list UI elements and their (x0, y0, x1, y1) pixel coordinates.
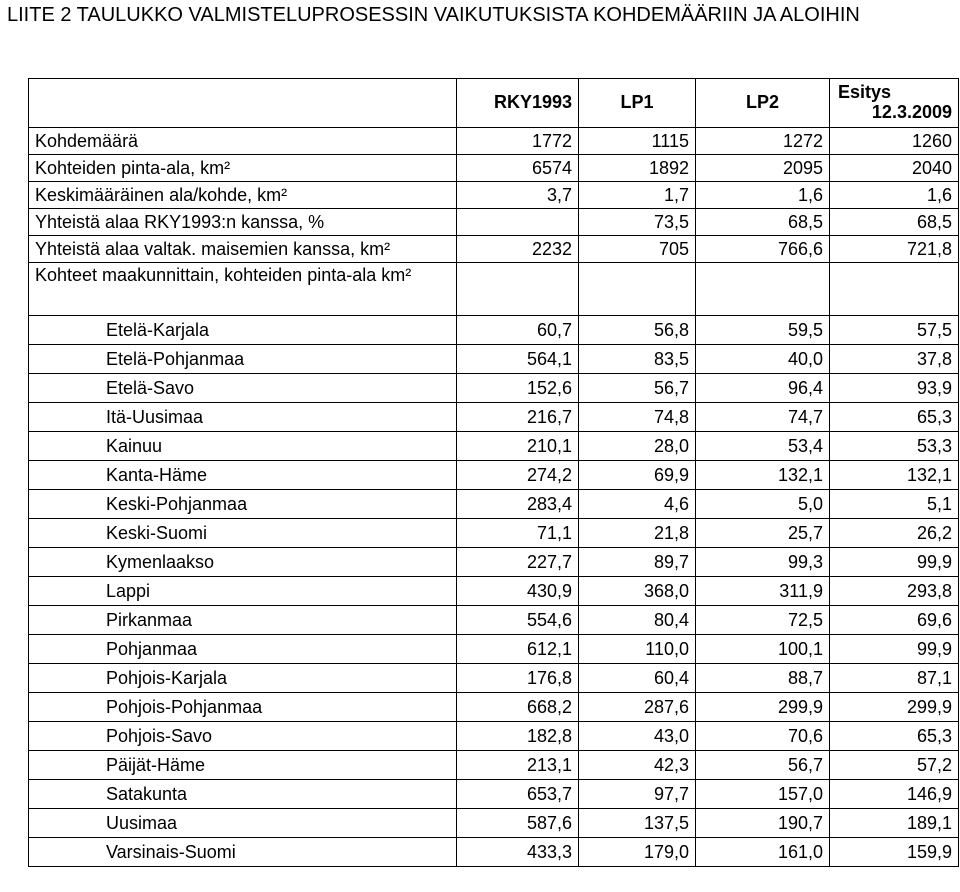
value-cell: 99,9 (830, 548, 959, 577)
value-cell: 71,1 (457, 519, 579, 548)
value-cell: 68,5 (696, 209, 830, 236)
region-row (29, 635, 959, 664)
value-cell: 56,7 (579, 374, 696, 403)
summary-row (29, 209, 959, 236)
region-row (29, 461, 959, 490)
value-cell: 21,8 (579, 519, 696, 548)
value-cell: 152,6 (457, 374, 579, 403)
value-cell: 1115 (579, 128, 696, 155)
region-name: Päijät-Häme (29, 751, 457, 780)
col-header-lp1: LP1 (579, 79, 696, 128)
value-cell: 99,9 (830, 635, 959, 664)
region-name: Keski-Suomi (29, 519, 457, 548)
value-cell: 311,9 (696, 577, 830, 606)
value-cell: 26,2 (830, 519, 959, 548)
value-cell: 6574 (457, 155, 579, 182)
value-cell: 69,6 (830, 606, 959, 635)
region-row (29, 432, 959, 461)
empty-cell (457, 263, 579, 316)
row-label: Yhteistä alaa RKY1993:n kanssa, % (29, 209, 457, 236)
region-row (29, 374, 959, 403)
region-name: Etelä-Karjala (29, 316, 457, 345)
summary-row (29, 155, 959, 182)
value-cell: 87,1 (830, 664, 959, 693)
region-row (29, 751, 959, 780)
region-row (29, 403, 959, 432)
value-cell: 53,3 (830, 432, 959, 461)
value-cell: 25,7 (696, 519, 830, 548)
region-name: Uusimaa (29, 809, 457, 838)
value-cell: 74,7 (696, 403, 830, 432)
value-cell: 60,4 (579, 664, 696, 693)
empty-cell (579, 263, 696, 316)
value-cell: 1,7 (579, 182, 696, 209)
value-cell: 53,4 (696, 432, 830, 461)
value-cell: 132,1 (696, 461, 830, 490)
empty-cell (830, 263, 959, 316)
value-cell: 97,7 (579, 780, 696, 809)
region-name: Itä-Uusimaa (29, 403, 457, 432)
value-cell: 179,0 (579, 838, 696, 867)
region-row (29, 664, 959, 693)
region-row (29, 722, 959, 751)
region-name: Pirkanmaa (29, 606, 457, 635)
comparison-table (28, 78, 959, 867)
value-cell: 69,9 (579, 461, 696, 490)
value-cell: 28,0 (579, 432, 696, 461)
value-cell: 721,8 (830, 236, 959, 263)
region-name: Pohjanmaa (29, 635, 457, 664)
value-cell: 293,8 (830, 577, 959, 606)
value-cell: 83,5 (579, 345, 696, 374)
value-cell: 59,5 (696, 316, 830, 345)
summary-row (29, 128, 959, 155)
page-title: LIITE 2 TAULUKKO VALMISTELUPROSESSIN VAIKUTUKSISTA KOHDEMÄÄRIIN JA ALOIHIN (7, 4, 860, 26)
value-cell: 189,1 (830, 809, 959, 838)
col-header-esitys-line2: 12.3.2009 (871, 102, 952, 122)
value-cell: 56,7 (696, 751, 830, 780)
value-cell: 42,3 (579, 751, 696, 780)
value-cell: 57,2 (830, 751, 959, 780)
region-row (29, 316, 959, 345)
value-cell: 89,7 (579, 548, 696, 577)
col-header-lp2: LP2 (696, 79, 830, 128)
region-name: Pohjois-Karjala (29, 664, 457, 693)
value-cell: 132,1 (830, 461, 959, 490)
region-name: Keski-Pohjanmaa (29, 490, 457, 519)
value-cell: 668,2 (457, 693, 579, 722)
value-cell: 161,0 (696, 838, 830, 867)
region-name: Etelä-Pohjanmaa (29, 345, 457, 374)
value-cell: 1,6 (696, 182, 830, 209)
value-cell: 93,9 (830, 374, 959, 403)
region-name: Pohjois-Pohjanmaa (29, 693, 457, 722)
value-cell: 40,0 (696, 345, 830, 374)
value-cell: 2232 (457, 236, 579, 263)
value-cell: 274,2 (457, 461, 579, 490)
value-cell: 766,6 (696, 236, 830, 263)
value-cell: 3,7 (457, 182, 579, 209)
region-row (29, 693, 959, 722)
value-cell: 299,9 (830, 693, 959, 722)
value-cell: 182,8 (457, 722, 579, 751)
value-cell: 137,5 (579, 809, 696, 838)
value-cell: 60,7 (457, 316, 579, 345)
region-section-label: Kohteet maakunnittain, kohteiden pinta-ala km² (29, 263, 457, 316)
region-name: Etelä-Savo (29, 374, 457, 403)
region-row (29, 606, 959, 635)
region-name: Satakunta (29, 780, 457, 809)
value-cell: 68,5 (830, 209, 959, 236)
value-cell: 96,4 (696, 374, 830, 403)
value-cell: 72,5 (696, 606, 830, 635)
region-row (29, 345, 959, 374)
value-cell: 4,6 (579, 490, 696, 519)
value-cell: 430,9 (457, 577, 579, 606)
value-cell: 1892 (579, 155, 696, 182)
region-name: Pohjois-Savo (29, 722, 457, 751)
value-cell: 74,8 (579, 403, 696, 432)
value-cell: 564,1 (457, 345, 579, 374)
header-empty-cell (29, 79, 457, 128)
value-cell: 299,9 (696, 693, 830, 722)
region-row (29, 838, 959, 867)
value-cell: 88,7 (696, 664, 830, 693)
value-cell: 73,5 (579, 209, 696, 236)
value-cell: 433,3 (457, 838, 579, 867)
value-cell: 80,4 (579, 606, 696, 635)
region-name: Kymenlaakso (29, 548, 457, 577)
summary-row (29, 236, 959, 263)
value-cell: 216,7 (457, 403, 579, 432)
summary-row (29, 182, 959, 209)
header-row (29, 79, 959, 128)
value-cell: 5,0 (696, 490, 830, 519)
value-cell: 110,0 (579, 635, 696, 664)
value-cell: 283,4 (457, 490, 579, 519)
value-cell: 99,3 (696, 548, 830, 577)
value-cell: 56,8 (579, 316, 696, 345)
value-cell: 1272 (696, 128, 830, 155)
region-row (29, 490, 959, 519)
col-header-rky1993: RKY1993 (457, 79, 579, 128)
value-cell (457, 209, 579, 236)
region-row (29, 780, 959, 809)
value-cell: 2040 (830, 155, 959, 182)
value-cell: 5,1 (830, 490, 959, 519)
value-cell: 176,8 (457, 664, 579, 693)
empty-cell (696, 263, 830, 316)
value-cell: 210,1 (457, 432, 579, 461)
value-cell: 587,6 (457, 809, 579, 838)
value-cell: 1,6 (830, 182, 959, 209)
value-cell: 65,3 (830, 403, 959, 432)
region-name: Kainuu (29, 432, 457, 461)
region-row (29, 577, 959, 606)
row-label: Kohteiden pinta-ala, km² (29, 155, 457, 182)
value-cell: 37,8 (830, 345, 959, 374)
region-row (29, 809, 959, 838)
region-name: Kanta-Häme (29, 461, 457, 490)
value-cell: 705 (579, 236, 696, 263)
value-cell: 368,0 (579, 577, 696, 606)
region-row (29, 519, 959, 548)
value-cell: 612,1 (457, 635, 579, 664)
row-label: Yhteistä alaa valtak. maisemien kanssa, km² (29, 236, 457, 263)
value-cell: 57,5 (830, 316, 959, 345)
value-cell: 2095 (696, 155, 830, 182)
col-header-esitys-line1: Esitys (838, 82, 892, 102)
value-cell: 65,3 (830, 722, 959, 751)
row-label: Kohdemäärä (29, 128, 457, 155)
value-cell: 1260 (830, 128, 959, 155)
region-section-header-row (29, 263, 959, 316)
value-cell: 43,0 (579, 722, 696, 751)
value-cell: 146,9 (830, 780, 959, 809)
row-label: Keskimääräinen ala/kohde, km² (29, 182, 457, 209)
value-cell: 100,1 (696, 635, 830, 664)
region-row (29, 548, 959, 577)
value-cell: 1772 (457, 128, 579, 155)
value-cell: 159,9 (830, 838, 959, 867)
region-name: Lappi (29, 577, 457, 606)
value-cell: 213,1 (457, 751, 579, 780)
value-cell: 287,6 (579, 693, 696, 722)
value-cell: 70,6 (696, 722, 830, 751)
value-cell: 157,0 (696, 780, 830, 809)
value-cell: 190,7 (696, 809, 830, 838)
value-cell: 227,7 (457, 548, 579, 577)
value-cell: 554,6 (457, 606, 579, 635)
region-name: Varsinais-Suomi (29, 838, 457, 867)
col-header-esitys (830, 79, 959, 128)
value-cell: 653,7 (457, 780, 579, 809)
